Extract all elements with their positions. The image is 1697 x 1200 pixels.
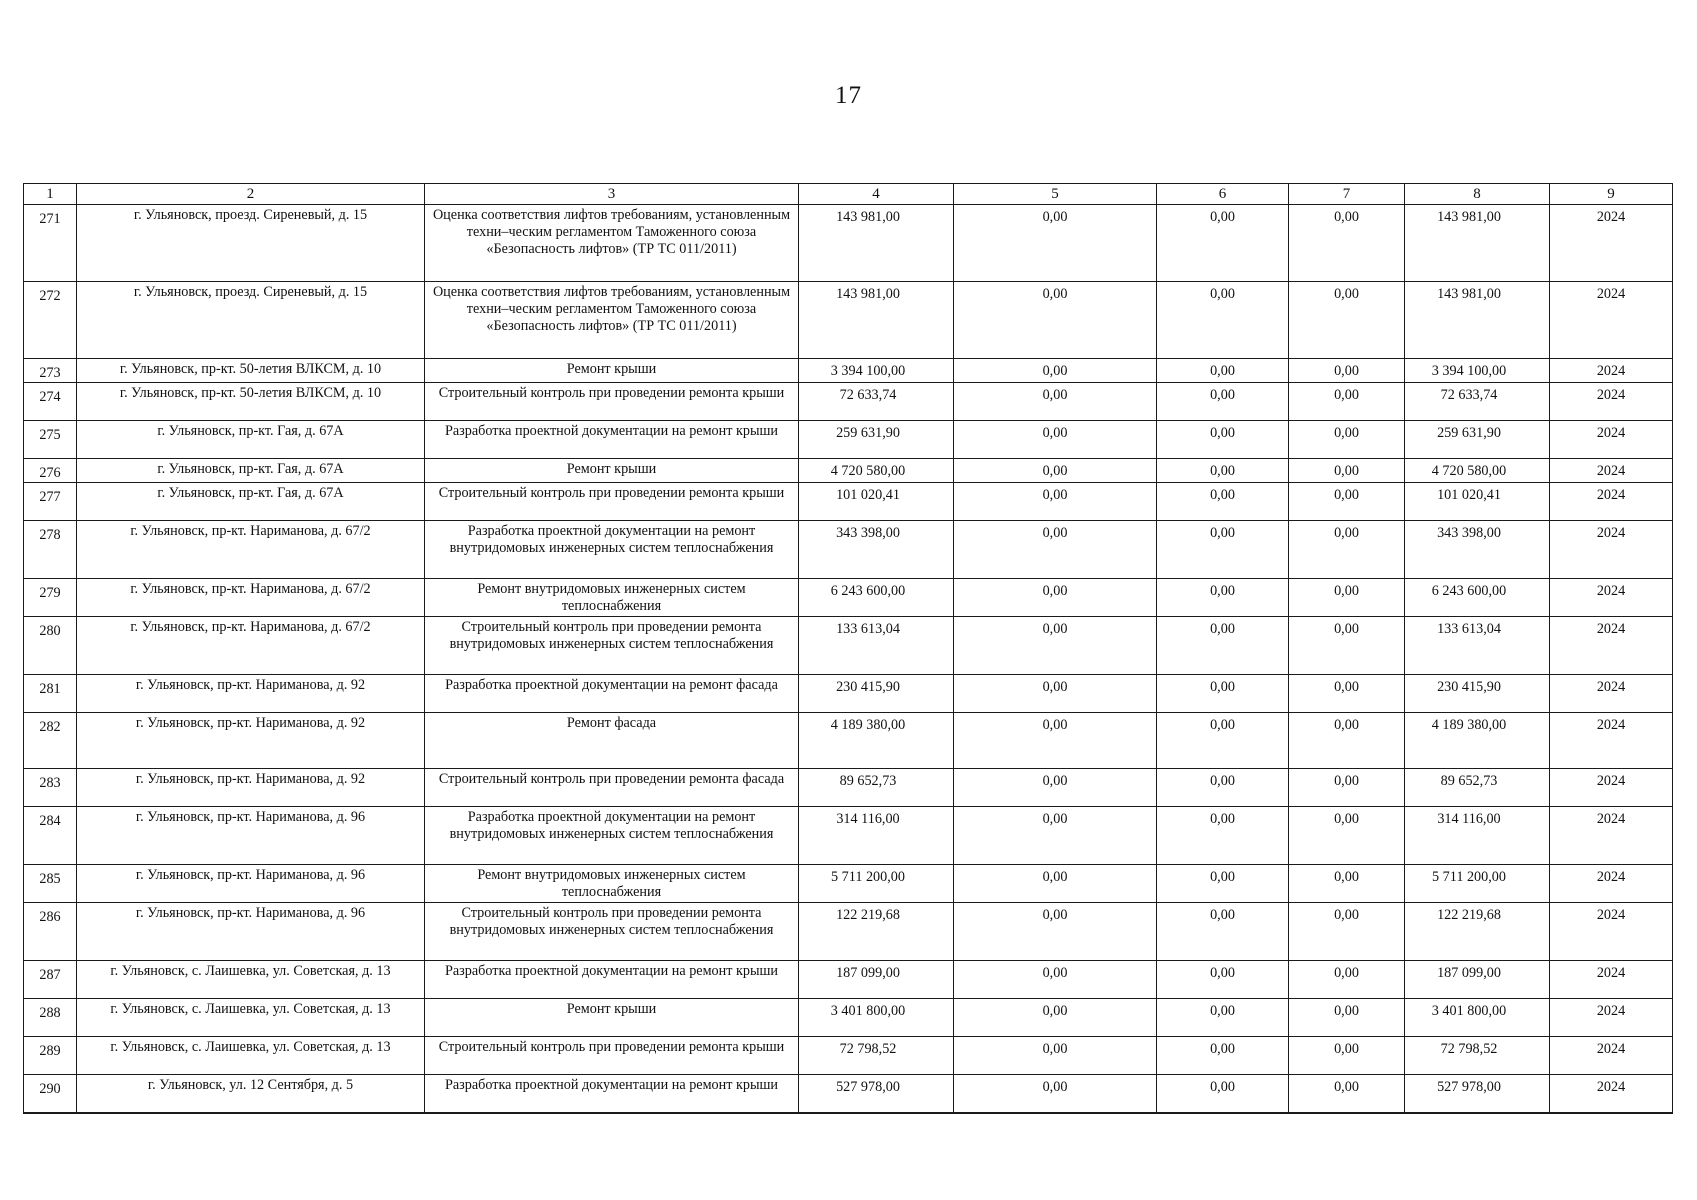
table-row	[24, 483, 1673, 521]
table-row	[24, 769, 1673, 807]
row-number: 279	[24, 579, 77, 617]
fund-cell: 0,00	[954, 807, 1157, 865]
total-cost-cell: 3 401 800,00	[799, 999, 954, 1037]
fund-cell: 0,00	[954, 359, 1157, 383]
regional-budget-cell: 0,00	[1157, 617, 1289, 675]
year-cell: 2024	[1550, 1037, 1673, 1075]
total-cost-cell: 343 398,00	[799, 521, 954, 579]
owners-funds-cell: 89 652,73	[1405, 769, 1550, 807]
owners-funds-cell: 143 981,00	[1405, 205, 1550, 282]
total-cost-cell: 143 981,00	[799, 282, 954, 359]
fund-cell: 0,00	[954, 383, 1157, 421]
owners-funds-cell: 4 720 580,00	[1405, 459, 1550, 483]
total-cost-cell: 3 394 100,00	[799, 359, 954, 383]
column-header: 2	[77, 184, 425, 205]
owners-funds-cell: 143 981,00	[1405, 282, 1550, 359]
table-row	[24, 807, 1673, 865]
address-cell: г. Ульяновск, пр-кт. Нариманова, д. 92	[77, 713, 425, 769]
work-type-cell: Разработка проектной документации на ремонт крыши	[425, 961, 799, 999]
owners-funds-cell: 187 099,00	[1405, 961, 1550, 999]
work-type-cell: Ремонт крыши	[425, 459, 799, 483]
local-budget-cell: 0,00	[1289, 807, 1405, 865]
table-row	[24, 1037, 1673, 1075]
column-header: 9	[1550, 184, 1673, 205]
year-cell: 2024	[1550, 617, 1673, 675]
year-cell: 2024	[1550, 282, 1673, 359]
row-number: 281	[24, 675, 77, 713]
table-row	[24, 713, 1673, 769]
fund-cell: 0,00	[954, 205, 1157, 282]
column-header: 3	[425, 184, 799, 205]
local-budget-cell: 0,00	[1289, 903, 1405, 961]
column-header: 5	[954, 184, 1157, 205]
regional-budget-cell: 0,00	[1157, 1037, 1289, 1075]
owners-funds-cell: 6 243 600,00	[1405, 579, 1550, 617]
year-cell: 2024	[1550, 483, 1673, 521]
row-number: 290	[24, 1075, 77, 1113]
work-type-cell: Строительный контроль при проведении ремонта фасада	[425, 769, 799, 807]
address-cell: г. Ульяновск, пр-кт. Нариманова, д. 92	[77, 675, 425, 713]
local-budget-cell: 0,00	[1289, 713, 1405, 769]
fund-cell: 0,00	[954, 961, 1157, 999]
fund-cell: 0,00	[954, 483, 1157, 521]
owners-funds-cell: 4 189 380,00	[1405, 713, 1550, 769]
table-row	[24, 1075, 1673, 1113]
fund-cell: 0,00	[954, 459, 1157, 483]
regional-budget-cell: 0,00	[1157, 483, 1289, 521]
column-number-row	[24, 184, 1673, 205]
local-budget-cell: 0,00	[1289, 1075, 1405, 1113]
year-cell: 2024	[1550, 383, 1673, 421]
local-budget-cell: 0,00	[1289, 359, 1405, 383]
regional-budget-cell: 0,00	[1157, 1075, 1289, 1113]
local-budget-cell: 0,00	[1289, 282, 1405, 359]
regional-budget-cell: 0,00	[1157, 205, 1289, 282]
row-number: 275	[24, 421, 77, 459]
fund-cell: 0,00	[954, 769, 1157, 807]
total-cost-cell: 143 981,00	[799, 205, 954, 282]
table-row	[24, 999, 1673, 1037]
row-number: 286	[24, 903, 77, 961]
regional-budget-cell: 0,00	[1157, 359, 1289, 383]
total-cost-cell: 527 978,00	[799, 1075, 954, 1113]
work-type-cell: Разработка проектной документации на ремонт внутридомовых инженерных систем теплоснабжения	[425, 807, 799, 865]
regional-budget-cell: 0,00	[1157, 521, 1289, 579]
row-number: 278	[24, 521, 77, 579]
address-cell: г. Ульяновск, пр-кт. Нариманова, д. 67/2	[77, 617, 425, 675]
year-cell: 2024	[1550, 421, 1673, 459]
year-cell: 2024	[1550, 807, 1673, 865]
column-header: 4	[799, 184, 954, 205]
regional-budget-cell: 0,00	[1157, 807, 1289, 865]
total-cost-cell: 259 631,90	[799, 421, 954, 459]
regional-budget-cell: 0,00	[1157, 383, 1289, 421]
address-cell: г. Ульяновск, с. Лаишевка, ул. Советская, д. 13	[77, 961, 425, 999]
capital-repair-table	[23, 183, 1673, 1114]
row-number: 285	[24, 865, 77, 903]
total-cost-cell: 89 652,73	[799, 769, 954, 807]
regional-budget-cell: 0,00	[1157, 961, 1289, 999]
table-body	[24, 205, 1673, 1113]
table-row	[24, 282, 1673, 359]
address-cell: г. Ульяновск, проезд. Сиреневый, д. 15	[77, 282, 425, 359]
table-row	[24, 205, 1673, 282]
row-number: 280	[24, 617, 77, 675]
work-type-cell: Ремонт крыши	[425, 999, 799, 1037]
work-type-cell: Строительный контроль при проведении ремонта крыши	[425, 1037, 799, 1075]
owners-funds-cell: 72 633,74	[1405, 383, 1550, 421]
total-cost-cell: 187 099,00	[799, 961, 954, 999]
year-cell: 2024	[1550, 205, 1673, 282]
work-type-cell: Оценка соответствия лифтов требованиям, установленным техни–ческим регламентом Таможенного союза «Безопасность лифтов» (ТР ТС 011/2011)	[425, 205, 799, 282]
regional-budget-cell: 0,00	[1157, 865, 1289, 903]
table-row	[24, 675, 1673, 713]
year-cell: 2024	[1550, 999, 1673, 1037]
owners-funds-cell: 3 394 100,00	[1405, 359, 1550, 383]
address-cell: г. Ульяновск, пр-кт. Гая, д. 67А	[77, 483, 425, 521]
fund-cell: 0,00	[954, 713, 1157, 769]
table-row	[24, 383, 1673, 421]
table-row	[24, 865, 1673, 903]
table-row	[24, 421, 1673, 459]
local-budget-cell: 0,00	[1289, 675, 1405, 713]
total-cost-cell: 122 219,68	[799, 903, 954, 961]
row-number: 288	[24, 999, 77, 1037]
work-type-cell: Ремонт крыши	[425, 359, 799, 383]
regional-budget-cell: 0,00	[1157, 579, 1289, 617]
regional-budget-cell: 0,00	[1157, 903, 1289, 961]
fund-cell: 0,00	[954, 903, 1157, 961]
address-cell: г. Ульяновск, с. Лаишевка, ул. Советская, д. 13	[77, 999, 425, 1037]
total-cost-cell: 101 020,41	[799, 483, 954, 521]
local-budget-cell: 0,00	[1289, 383, 1405, 421]
work-type-cell: Строительный контроль при проведении ремонта крыши	[425, 383, 799, 421]
regional-budget-cell: 0,00	[1157, 675, 1289, 713]
table-row	[24, 359, 1673, 383]
address-cell: г. Ульяновск, пр-кт. 50-летия ВЛКСМ, д. 10	[77, 359, 425, 383]
regional-budget-cell: 0,00	[1157, 421, 1289, 459]
work-type-cell: Разработка проектной документации на ремонт внутридомовых инженерных систем теплоснабжения	[425, 521, 799, 579]
row-number: 272	[24, 282, 77, 359]
local-budget-cell: 0,00	[1289, 617, 1405, 675]
local-budget-cell: 0,00	[1289, 961, 1405, 999]
local-budget-cell: 0,00	[1289, 769, 1405, 807]
address-cell: г. Ульяновск, с. Лаишевка, ул. Советская, д. 13	[77, 1037, 425, 1075]
local-budget-cell: 0,00	[1289, 865, 1405, 903]
fund-cell: 0,00	[954, 282, 1157, 359]
fund-cell: 0,00	[954, 617, 1157, 675]
table-row	[24, 961, 1673, 999]
owners-funds-cell: 3 401 800,00	[1405, 999, 1550, 1037]
year-cell: 2024	[1550, 865, 1673, 903]
table-row	[24, 521, 1673, 579]
row-number: 282	[24, 713, 77, 769]
owners-funds-cell: 133 613,04	[1405, 617, 1550, 675]
address-cell: г. Ульяновск, пр-кт. Нариманова, д. 92	[77, 769, 425, 807]
column-header: 7	[1289, 184, 1405, 205]
address-cell: г. Ульяновск, пр-кт. Нариманова, д. 67/2	[77, 521, 425, 579]
work-type-cell: Ремонт внутридомовых инженерных систем теплоснабжения	[425, 579, 799, 617]
address-cell: г. Ульяновск, проезд. Сиреневый, д. 15	[77, 205, 425, 282]
owners-funds-cell: 101 020,41	[1405, 483, 1550, 521]
regional-budget-cell: 0,00	[1157, 999, 1289, 1037]
row-number: 274	[24, 383, 77, 421]
fund-cell: 0,00	[954, 999, 1157, 1037]
row-number: 289	[24, 1037, 77, 1075]
local-budget-cell: 0,00	[1289, 483, 1405, 521]
year-cell: 2024	[1550, 521, 1673, 579]
address-cell: г. Ульяновск, пр-кт. Гая, д. 67А	[77, 459, 425, 483]
work-type-cell: Разработка проектной документации на ремонт фасада	[425, 675, 799, 713]
total-cost-cell: 230 415,90	[799, 675, 954, 713]
work-type-cell: Ремонт внутридомовых инженерных систем теплоснабжения	[425, 865, 799, 903]
owners-funds-cell: 122 219,68	[1405, 903, 1550, 961]
row-number: 283	[24, 769, 77, 807]
local-budget-cell: 0,00	[1289, 1037, 1405, 1075]
row-number: 276	[24, 459, 77, 483]
year-cell: 2024	[1550, 459, 1673, 483]
column-header: 8	[1405, 184, 1550, 205]
work-type-cell: Разработка проектной документации на ремонт крыши	[425, 1075, 799, 1113]
year-cell: 2024	[1550, 675, 1673, 713]
table-row	[24, 579, 1673, 617]
local-budget-cell: 0,00	[1289, 421, 1405, 459]
owners-funds-cell: 343 398,00	[1405, 521, 1550, 579]
address-cell: г. Ульяновск, пр-кт. Нариманова, д. 96	[77, 903, 425, 961]
total-cost-cell: 133 613,04	[799, 617, 954, 675]
total-cost-cell: 4 189 380,00	[799, 713, 954, 769]
address-cell: г. Ульяновск, пр-кт. Нариманова, д. 96	[77, 807, 425, 865]
fund-cell: 0,00	[954, 1037, 1157, 1075]
column-header: 1	[24, 184, 77, 205]
regional-budget-cell: 0,00	[1157, 282, 1289, 359]
address-cell: г. Ульяновск, пр-кт. Нариманова, д. 67/2	[77, 579, 425, 617]
table-row	[24, 903, 1673, 961]
fund-cell: 0,00	[954, 521, 1157, 579]
total-cost-cell: 314 116,00	[799, 807, 954, 865]
row-number: 284	[24, 807, 77, 865]
local-budget-cell: 0,00	[1289, 579, 1405, 617]
work-type-cell: Строительный контроль при проведении ремонта внутридомовых инженерных систем теплоснабжения	[425, 617, 799, 675]
year-cell: 2024	[1550, 769, 1673, 807]
owners-funds-cell: 314 116,00	[1405, 807, 1550, 865]
row-number: 287	[24, 961, 77, 999]
work-type-cell: Ремонт фасада	[425, 713, 799, 769]
total-cost-cell: 72 798,52	[799, 1037, 954, 1075]
year-cell: 2024	[1550, 961, 1673, 999]
year-cell: 2024	[1550, 359, 1673, 383]
total-cost-cell: 72 633,74	[799, 383, 954, 421]
owners-funds-cell: 259 631,90	[1405, 421, 1550, 459]
year-cell: 2024	[1550, 713, 1673, 769]
local-budget-cell: 0,00	[1289, 205, 1405, 282]
local-budget-cell: 0,00	[1289, 459, 1405, 483]
year-cell: 2024	[1550, 579, 1673, 617]
owners-funds-cell: 72 798,52	[1405, 1037, 1550, 1075]
address-cell: г. Ульяновск, ул. 12 Сентября, д. 5	[77, 1075, 425, 1113]
local-budget-cell: 0,00	[1289, 521, 1405, 579]
total-cost-cell: 5 711 200,00	[799, 865, 954, 903]
total-cost-cell: 4 720 580,00	[799, 459, 954, 483]
row-number: 277	[24, 483, 77, 521]
address-cell: г. Ульяновск, пр-кт. 50-летия ВЛКСМ, д. 10	[77, 383, 425, 421]
regional-budget-cell: 0,00	[1157, 459, 1289, 483]
address-cell: г. Ульяновск, пр-кт. Гая, д. 67А	[77, 421, 425, 459]
owners-funds-cell: 5 711 200,00	[1405, 865, 1550, 903]
work-type-cell: Строительный контроль при проведении ремонта внутридомовых инженерных систем теплоснабжения	[425, 903, 799, 961]
regional-budget-cell: 0,00	[1157, 713, 1289, 769]
local-budget-cell: 0,00	[1289, 999, 1405, 1037]
row-number: 271	[24, 205, 77, 282]
row-number: 273	[24, 359, 77, 383]
fund-cell: 0,00	[954, 865, 1157, 903]
regional-budget-cell: 0,00	[1157, 769, 1289, 807]
work-type-cell: Разработка проектной документации на ремонт крыши	[425, 421, 799, 459]
column-header: 6	[1157, 184, 1289, 205]
address-cell: г. Ульяновск, пр-кт. Нариманова, д. 96	[77, 865, 425, 903]
fund-cell: 0,00	[954, 579, 1157, 617]
page-number: 17	[835, 82, 862, 109]
table-row	[24, 617, 1673, 675]
total-cost-cell: 6 243 600,00	[799, 579, 954, 617]
owners-funds-cell: 527 978,00	[1405, 1075, 1550, 1113]
work-type-cell: Оценка соответствия лифтов требованиям, установленным техни–ческим регламентом Таможенного союза «Безопасность лифтов» (ТР ТС 011/2011)	[425, 282, 799, 359]
work-type-cell: Строительный контроль при проведении ремонта крыши	[425, 483, 799, 521]
year-cell: 2024	[1550, 903, 1673, 961]
fund-cell: 0,00	[954, 675, 1157, 713]
fund-cell: 0,00	[954, 1075, 1157, 1113]
owners-funds-cell: 230 415,90	[1405, 675, 1550, 713]
table-row	[24, 459, 1673, 483]
fund-cell: 0,00	[954, 421, 1157, 459]
year-cell: 2024	[1550, 1075, 1673, 1113]
